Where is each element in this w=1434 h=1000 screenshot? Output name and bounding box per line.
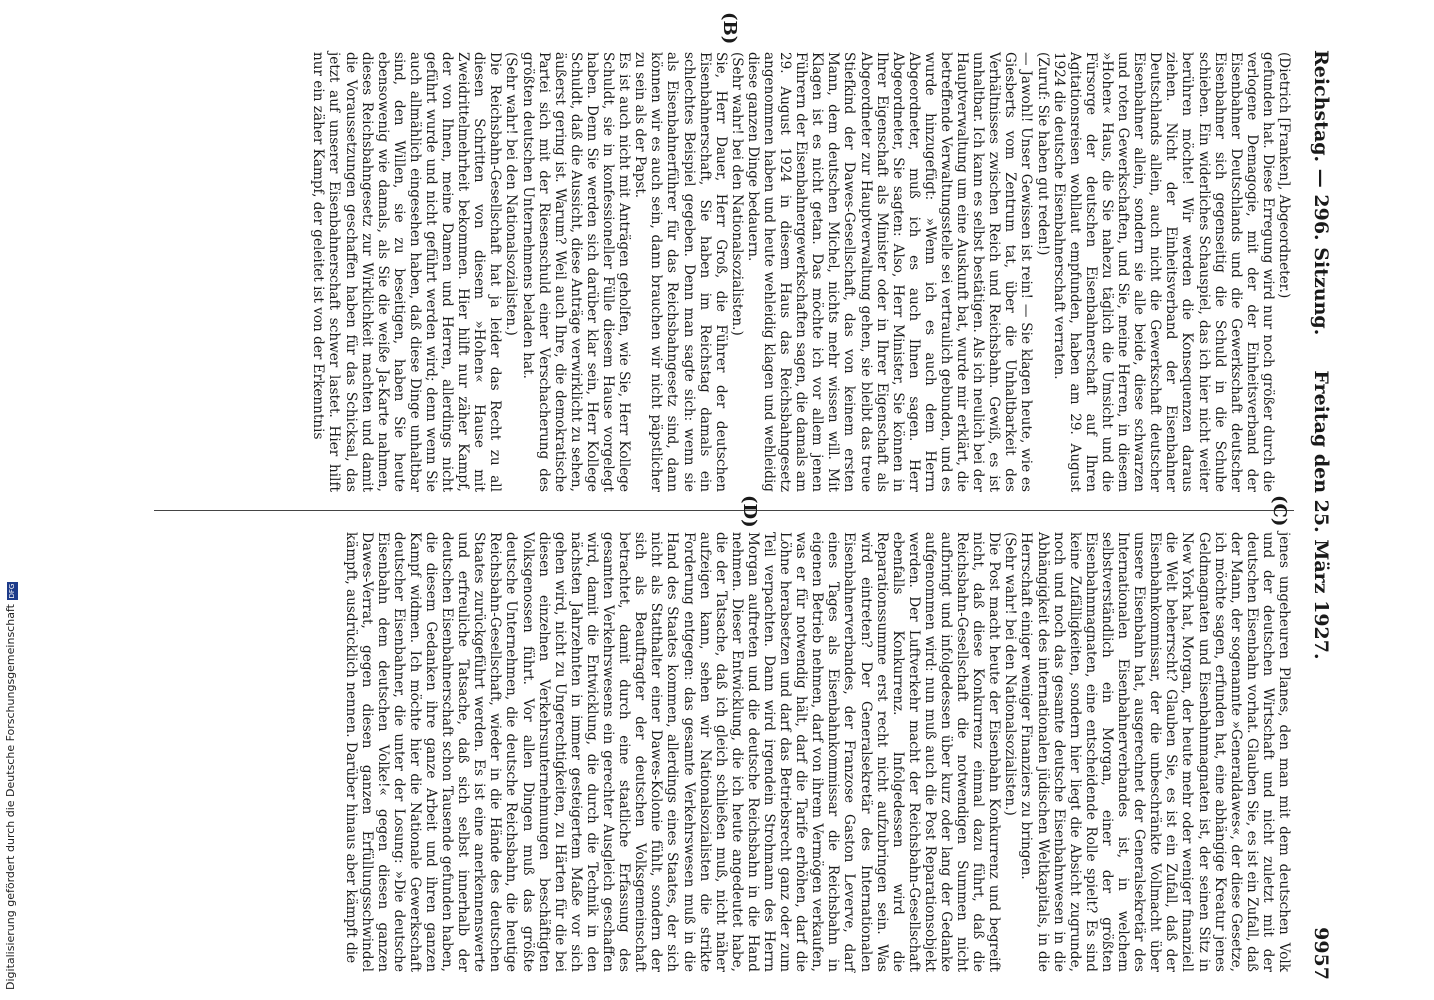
section-marker-b: (B) [719, 12, 740, 45]
header-session: Reichstag. — 296. Sitzung. [1310, 50, 1332, 336]
rotated-newspaper-page [100, 12, 1340, 990]
header-date: Freitag den 25. März 1927. [1310, 370, 1332, 660]
column-divider [154, 510, 1294, 511]
header-page-number: 9957 [1310, 927, 1332, 980]
left-column-text: (Dietrich [Franken], Abgeordneter.) gefunden hat. Diese Erregung wird nur noch größer durch die verlogene Demagogie, mit der der Einheitsverband der Eisenbahner Deutschlands und die Gewerkschaft deutscher Eisenbahner sich gegenseitig die Schuld in die Schuhe schieben. Ein widerliches Schauspiel, das ich hier nicht weiter berühren möchte! Wir werden die Konsequenzen daraus ziehen. Nicht der Einheitsverband der Eisenbahner Deutschlands allein, auch nicht die Gewerkschaft deutscher Eisenbahner allein, sondern sie alle beide, diese schwarzen und roten Gewerkschaften, und Sie, meine Herren, in diesem »Hohen« Haus, die Sie nahezu täglich die Umsicht und die Fürsorge der deutschen Eisenbahnerschaft auf Ihren Agitationsreisen wohllaut empfunden, haben am 29. August 1924 die deutsche Eisenbahnerschaft verraten. (Zuruf: Sie haben gut reden!) — Jawohl! Unser Gewissen ist rein! — Sie klagen heute, wie es Giesberts vom Zentrum tat, über die Unhaltbarkeit des Verhältnisses zwischen Reich und Reichsbahn. Gewiß, es ist unhaltbar. Ich kann es selbst bestätigen. Als ich neulich bei der Hauptverwaltung um eine Auskunft bat, wurde mir erklärt, die betreffende Verwaltungsstelle sei vertraulich gebunden, und es wurde hinzugefügt: »Wenn ich es auch dem Herrn Abgeordneter, muß ich es auch Ihnen sagen. Herr Abgeordneter, Sie sagten: Also, Herr Minister, Sie können in Ihrer Eigenschaft als Minister oder in Ihrer Eigenschaft als Abgeordneter zur Hauptverwaltung gehen, sie bleibt das treue Stiefkind der Dawes-Gesellschaft, das von keinem ersten Mann, dem deutschen Michel, nichts mehr wissen will. Mit Klagen ist es nicht getan. Das möchte ich vor allem jenen Führern der Eisenbahnergewerkschaften sagen, die damals am 29. August 1924 in diesem Haus das Reichsbahngesetz angenommen haben und heute wehleidig klagen und wehleidig diese ganzen Dinge bedauern. (Sehr wahr! bei den Nationalsozialisten.) Sie, Herr Dauer, Herr Groß, die Führer der deutschen Eisenbahnerschaft, Sie haben im Reichstag damals ein schlechtes Beispiel gegeben. Denn man sagte sich: wenn sie als Eisenbahnerführer für das Reichsbahngesetz sind, dann können wir es auch sein, dann brauchen wir nicht päpstlicher zu sein als der Papst. Es ist auch nicht mit Anträgen geholfen, wie Sie, Herr Kollege Schuldt, sie in konfessioneller Fülle diesem Hause vorgelegt haben. Denn Sie werden sich darüber klar sein, Herr Kollege Schuldt, daß die Aussicht, diese Anträge verwirklicht zu sehen, äußerst gering ist. Warum? Weil auch Ihre, die demokratische Partei sich mit der Riesenschuld einer Verschacherung des größten deutschen Unternehmens beladen hat. (Sehr wahr! bei den Nationalsozialisten.) Die Reichsbahn-Gesellschaft hat ja leider das Recht zu all diesen Schritten von diesem »Hohen« Hause mit Zweidrittelmehrheit bekommen. Hier hilft nur zäher Kampf, der von Ihnen, meine Damen und Herren, allerdings nicht geführt wurde und nicht geführt werden wird; denn wenn Sie auch allmählich eingesehen haben, daß diese Dinge unhaltbar sind, den Willen, sie zu beseitigen, haben Sie heute ebensowenig wie damals, als Sie die weiße Ja-Karte nahmen, dieses Reichsbahngesetz zur Wirklichkeit machten und damit die Voraussetzungen geschaffen haben für das Schicksal, das jetzt auf unserer Eisenbahnerschaft schwer lastet. Hier hilft nur ein zäher Kampf, der geleitet ist von der Erkenntnis [310, 52, 1292, 492]
dfg-logo: DFG [8, 583, 16, 599]
digitization-credit-text: Digitalisierung gefördert durch die Deutsche Forschungsgemeinschaft [4, 604, 17, 990]
page-header [1302, 40, 1340, 990]
section-marker-c: (C) [1269, 495, 1290, 527]
section-marker-d: (D) [739, 495, 760, 528]
right-column-text: jenes ungeheuren Planes, den man mit dem deutschen Volk und der deutschen Wirtschaft und nicht zuletzt mit der deutschen Eisenbahn vorhat. Glauben Sie, es ist ein Zufall, daß der Mann, der sogenannte »Generaldawes«, der diese Gesetze, ich möchte sagen, erfunden hat, eine abhängige Kreatur jenes Geldmagnaten und Eisenbahnmagnaten ist, der seinen Sitz in New York hat, Morgan, der heute mehr oder weniger finanziell die Welt beherrscht? Glauben Sie, es ist ein Zufall, daß der Eisenbahnkommissar, der die unbeschränkte Vollmacht über unsere Eisenbahn hat, ausgerechnet der Generalsekretär des Internationalen Eisenbahnerverbandes ist, in welchem selbstverständlich ein Morgan, einer der größten Eisenbahnmagnaten, eine entscheidende Rolle spielt? Es sind keine Zufälligkeiten, sondern hier liegt die Absicht zugrunde, noch und noch das gesamte deutsche Eisenbahnwesen in die Abhängigkeit des internationalen jüdischen Weltkapitals, in die Herrschaft einiger weniger Finanziers zu bringen. (Sehr wahr! bei den Nationalsozialisten.) Die Post macht heute der Eisenbahn Konkurrenz und begreift nicht, daß diese Konkurrenz einmal dazu führt, daß die Reichsbahn-Gesellschaft die notwendigen Summen nicht aufbringt und infolgedessen über kurz oder lang der Gedanke aufgenommen wird: nun muß auch die Post Reparationsobjekt werden. Der Luftverkehr macht der Reichsbahn-Gesellschaft ebenfalls Konkurrenz. Infolgedessen wird die Reparationssumme erst recht nicht aufzubringen sein. Was wird eintreten? Der Generalsekretär des Internationalen Eisenbahnerverbandes, der Franzose Gaston Leverve, darf eines Tages als Eisenbahnkommissar die Reichsbahn in eigenen Betrieb nehmen, darf von ihrem Vermögen verkaufen, was er für notwendig hält, darf die Tarife erhöhen, darf die Löhne herabsetzen und darf das Betriebsrecht ganz oder zum Teil verpachten. Dann wird irgendein Strohmann des Herrn Morgan auftreten und die deutsche Reichsbahn in die Hand nehmen. Dieser Entwicklung, die ich heute angedeutet habe, die der Tatsache, daß ich gleich schließen muß, nicht näher aufzeigen kann, sehen wir Nationalsozialisten die strikte Forderung entgegen: das gesamte Verkehrswesen muß in die Hand des Staates kommen, allerdings eines Staates, der sich nicht als Statthalter einer Dawes-Kolonie fühlt, sondern der sich als Beauftragter der deutschen Volksgemeinschaft betrachtet, damit durch eine staatliche Erfassung des gesamten Verkehrswesens ein gerechter Ausgleich geschaffen wird, damit die Entwicklung, die durch die Technik in den nächsten Jahrzehnten in immer gesteigertem Maße vor sich gehen wird, nicht zu Ungerechtigkeiten, zu Härten für die bei diesen einzelnen Verkehrsunternehmungen beschäftigten Volksgenossen führt. Vor allen Dingen muß das größte deutsche Unternehmen, die deutsche Reichsbahn, die heutige Reichsbahn-Gesellschaft, wieder in die Hände des deutschen Staates zurückgeführt werden. Es ist eine anerkennenswerte und erfreuliche Tatsache, daß sich selbst innerhalb der deutschen Eisenbahnerschaft schon Tausende gefunden haben, die diesem Gedanken ihre ganze Arbeit und ihren ganzen Kampf widmen. Ich möchte hier die Nationale Gewerkschaft deutscher Eisenbahner, die unter der Losung: »Die deutsche Eisenbahn dem deutschen Volke!« gegen diesen ganzen Dawes-Verrat, gegen diesen ganzen Erfüllungsschwindel kämpft, ausdrücklich nennen. Darüber hinaus aber kämpft die [342, 532, 1292, 972]
digitization-credit [4, 582, 18, 990]
